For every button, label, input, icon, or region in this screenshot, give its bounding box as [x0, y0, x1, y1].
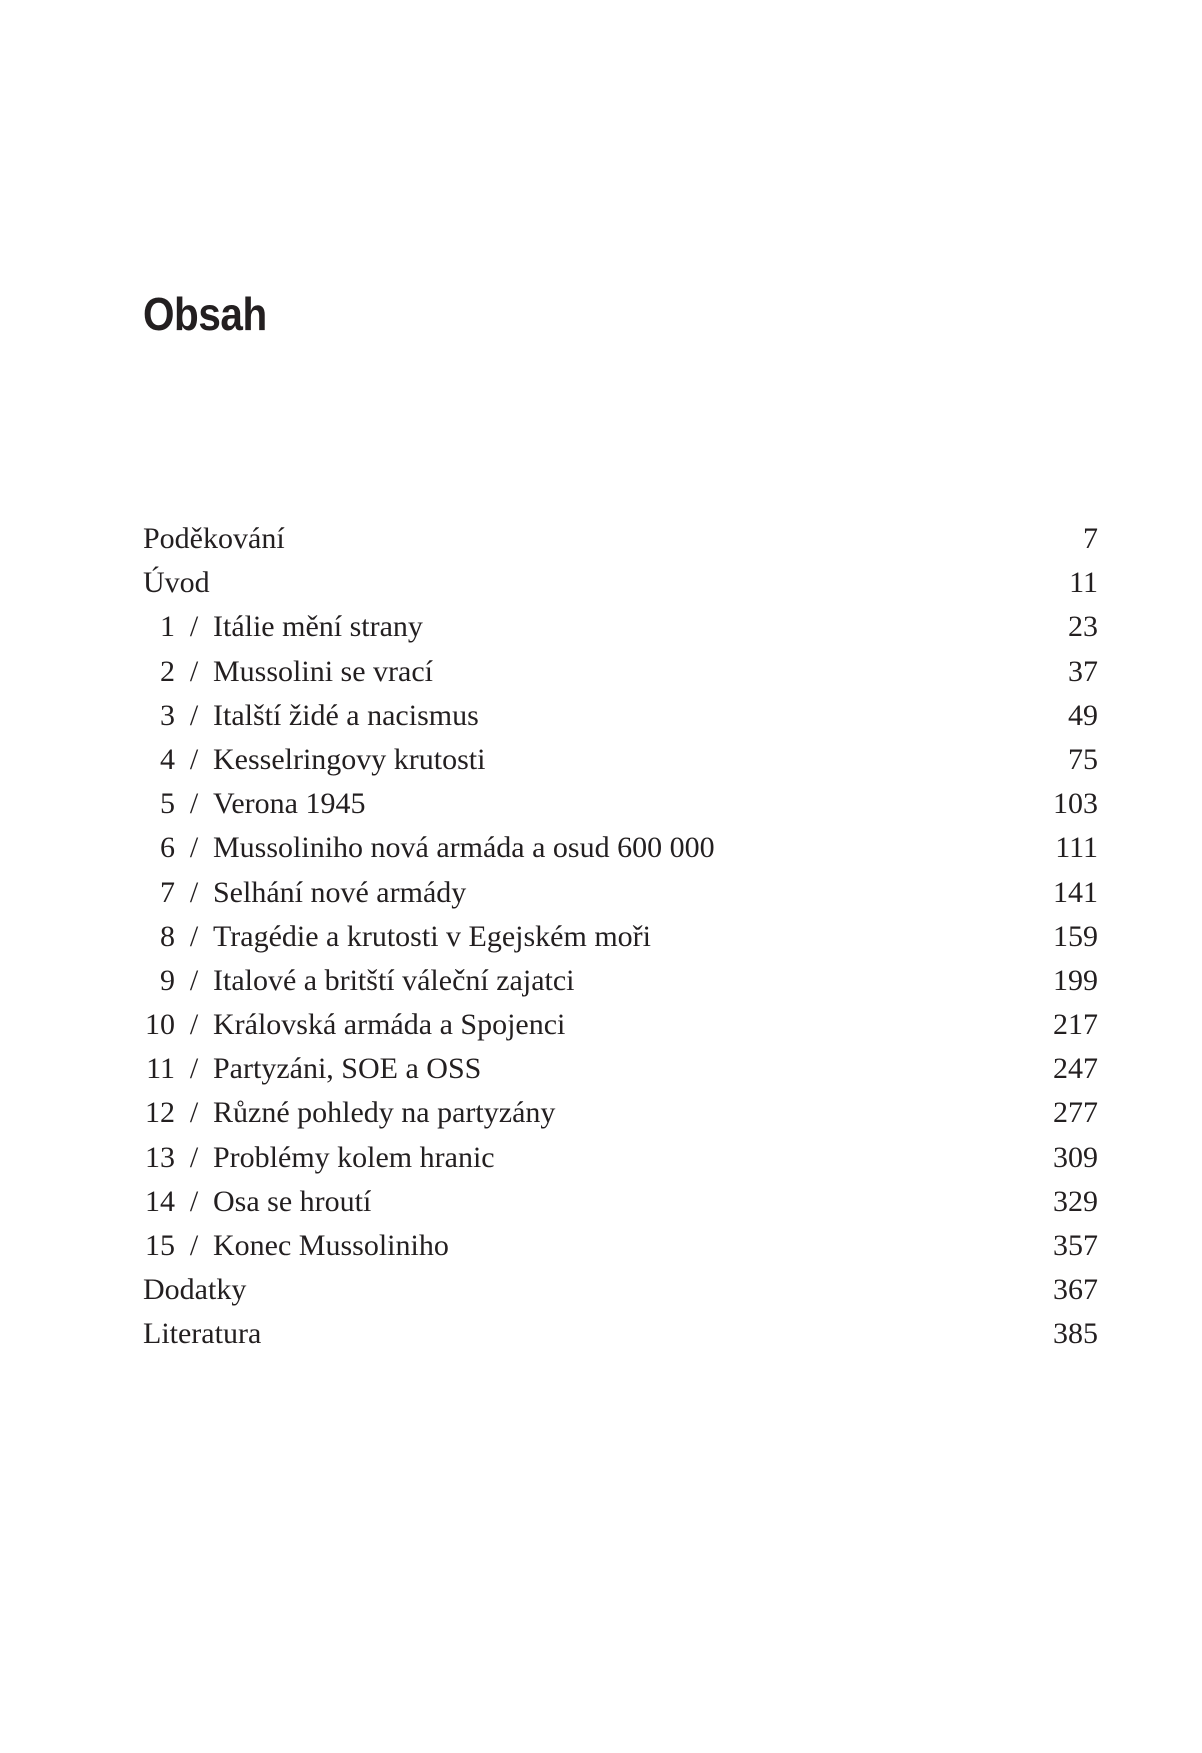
toc-entry-title: Různé pohledy na partyzány [213, 1096, 556, 1130]
toc-entry-title: Verona 1945 [213, 787, 366, 821]
toc-page-number: 199 [1053, 963, 1098, 997]
chapter-number: 5 [160, 787, 175, 821]
toc-entry [143, 1180, 1098, 1224]
toc-entry [143, 1268, 1098, 1312]
toc-page-number: 247 [1053, 1052, 1098, 1086]
chapter-separator: / [189, 1140, 199, 1174]
chapter-separator: / [189, 1184, 199, 1218]
chapter-separator: / [189, 742, 199, 776]
toc-entry-title: Mussolini se vrací [213, 654, 433, 688]
toc-entry-title: Problémy kolem hranic [213, 1140, 495, 1174]
toc-entry [143, 1003, 1098, 1047]
toc-entry [143, 1091, 1098, 1135]
toc-entry [143, 694, 1098, 738]
toc-page-number: 23 [1068, 610, 1098, 644]
toc-entry [143, 517, 1098, 561]
chapter-separator: / [189, 1008, 199, 1042]
toc-entry [143, 782, 1098, 826]
toc-entry [143, 605, 1098, 649]
toc-entry [143, 1224, 1098, 1268]
toc-page-number: 37 [1068, 654, 1098, 688]
toc-entry-title: Italští židé a nacismus [213, 698, 479, 732]
toc-page-number: 11 [1069, 566, 1098, 600]
toc-page-number: 49 [1068, 698, 1098, 732]
toc-page-number: 141 [1053, 875, 1098, 909]
chapter-separator: / [189, 919, 199, 953]
toc-page-number: 277 [1053, 1096, 1098, 1130]
chapter-separator: / [189, 1229, 199, 1262]
chapter-number: 7 [160, 875, 175, 909]
chapter-number: 13 [145, 1140, 175, 1174]
chapter-number: 4 [160, 742, 175, 776]
toc-entry [143, 871, 1098, 915]
toc-entry [143, 915, 1098, 959]
toc-page-number: 309 [1053, 1140, 1098, 1174]
chapter-separator: / [189, 831, 199, 865]
chapter-number: 6 [160, 831, 175, 865]
toc-entry-title: Italové a britští váleční zajatci [213, 963, 575, 997]
toc-page-number: 329 [1053, 1184, 1098, 1218]
chapter-number: 15 [145, 1229, 175, 1262]
chapter-number: 2 [160, 654, 175, 688]
chapter-number: 10 [145, 1008, 175, 1042]
chapter-number: 12 [145, 1096, 175, 1130]
chapter-number: 11 [146, 1052, 175, 1086]
toc-entry-title: Úvod [143, 566, 210, 600]
toc-page-number: 217 [1053, 1008, 1098, 1042]
toc-entry-title: Konec Mussoliniho [213, 1229, 449, 1262]
chapter-separator: / [189, 1096, 199, 1130]
toc-entry [143, 738, 1098, 782]
toc-page-number: 357 [1053, 1229, 1098, 1262]
toc-entry-title: Selhání nové armády [213, 875, 467, 909]
toc-entry-title: Poděkování [143, 522, 285, 555]
toc-page-number: 103 [1053, 787, 1098, 821]
toc-entry [143, 650, 1098, 694]
toc-entry-title: Dodatky [143, 1273, 247, 1307]
chapter-separator: / [189, 963, 199, 997]
toc-entry [143, 959, 1098, 1003]
toc-entry-title: Itálie mění strany [213, 610, 423, 644]
chapter-number: 3 [160, 698, 175, 732]
toc-entry-title: Osa se hroutí [213, 1184, 372, 1218]
chapter-number: 8 [160, 919, 175, 953]
toc-entry [143, 1312, 1098, 1356]
toc-page-number: 367 [1053, 1273, 1098, 1307]
toc-entry-title: Tragédie a krutosti v Egejském moři [213, 919, 651, 953]
toc-page-number: 7 [1083, 522, 1098, 555]
toc-entry-title: Literatura [143, 1317, 262, 1351]
toc-entry [143, 561, 1098, 605]
chapter-number: 9 [160, 963, 175, 997]
toc-page-number: 111 [1055, 831, 1098, 865]
toc-entry-title: Partyzáni, SOE a OSS [213, 1052, 482, 1086]
toc-page-number: 385 [1053, 1317, 1098, 1351]
toc-page-number: 159 [1053, 919, 1098, 953]
chapter-separator: / [189, 1052, 199, 1086]
table-of-contents [143, 517, 1098, 1357]
chapter-separator: / [189, 610, 199, 644]
toc-page-number: 75 [1068, 742, 1098, 776]
toc-entry [143, 1136, 1098, 1180]
chapter-separator: / [189, 654, 199, 688]
chapter-number: 1 [160, 610, 175, 644]
toc-entry [143, 826, 1098, 870]
chapter-separator: / [189, 787, 199, 821]
page-title: Obsah [143, 288, 267, 340]
toc-entry-title: Kesselringovy krutosti [213, 742, 486, 776]
chapter-number: 14 [145, 1184, 175, 1218]
toc-entry-title: Mussoliniho nová armáda a osud 600 000 [213, 831, 715, 865]
toc-entry [143, 1047, 1098, 1091]
chapter-separator: / [189, 698, 199, 732]
chapter-separator: / [189, 875, 199, 909]
toc-entry-title: Královská armáda a Spojenci [213, 1008, 566, 1042]
